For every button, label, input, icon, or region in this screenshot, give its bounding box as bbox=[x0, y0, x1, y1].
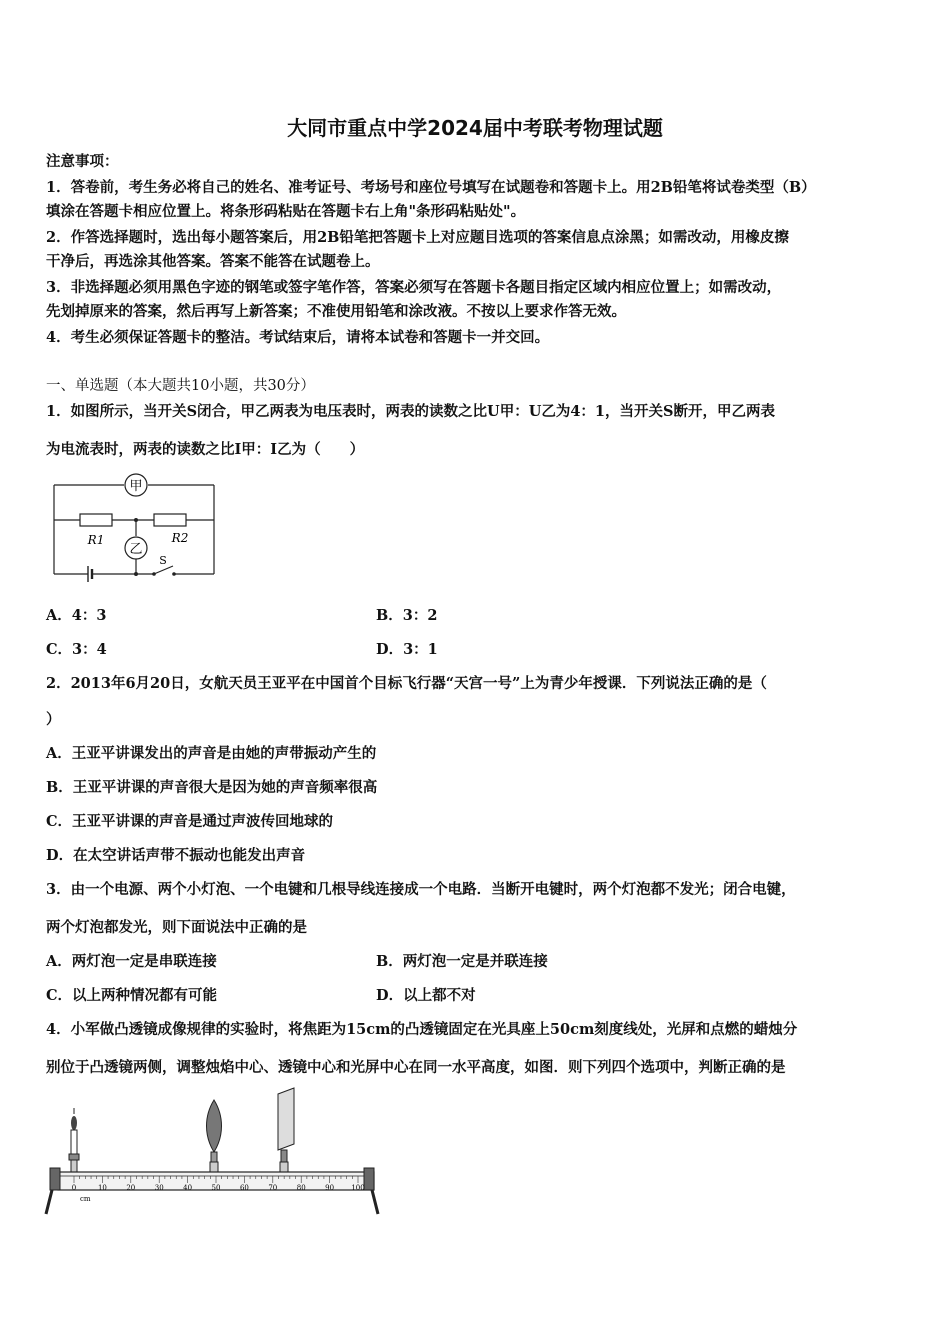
page-title: 大同市重点中学2024届中考联考物理试题 bbox=[287, 116, 663, 140]
option-d: D．3：1 bbox=[376, 641, 438, 658]
candle bbox=[69, 1108, 79, 1174]
ruler-tick-label: 70 bbox=[268, 1184, 278, 1192]
option-a: A．两灯泡一定是串联连接 bbox=[46, 953, 217, 970]
notice-line: 1．答卷前，考生务必将自己的姓名、准考证号、考场号和座位号填写在试题卷和答题卡上。用2B铅笔将试卷类型（B） bbox=[46, 179, 816, 196]
ruler-tick-label: 80 bbox=[296, 1184, 306, 1192]
option-b: B．3：2 bbox=[376, 607, 438, 624]
option-c: C．王亚平讲课的声音是通过声波传回地球的 bbox=[46, 813, 334, 830]
ruler-tick-label: 50 bbox=[211, 1184, 221, 1192]
option-c: C．以上两种情况都有可能 bbox=[46, 987, 218, 1004]
ruler-unit: cm bbox=[80, 1195, 91, 1203]
notice-line: 2．作答选择题时，选出每小题答案后，用2B铅笔把答题卡上对应题目选项的答案信息点涂黑；如需改动，用橡皮擦 bbox=[46, 229, 789, 246]
option-a: A．王亚平讲课发出的声音是由她的声带振动产生的 bbox=[46, 745, 377, 762]
r2-label: R2 bbox=[171, 531, 189, 545]
notice-heading: 注意事项： bbox=[46, 153, 119, 170]
optical-bench-diagram bbox=[44, 1086, 389, 1221]
notice-line: 填涂在答题卡相应位置上。将条形码粘贴在答题卡右上角"条形码粘贴处"。 bbox=[46, 203, 526, 220]
question-2-text: ） bbox=[46, 711, 61, 728]
question-3-text: 3．由一个电源、两个小灯泡、一个电键和几根导线连接成一个电路．当断开电键时，两个灯泡都不发光；闭合电键， bbox=[46, 881, 796, 898]
notice-line: 先划掉原来的答案，然后再写上新答案；不准使用铅笔和涂改液。不按以上要求作答无效。 bbox=[46, 303, 626, 320]
option-b: B．王亚平讲课的声音很大是因为她的声音频率很高 bbox=[46, 779, 378, 796]
meter-yi-label: 乙 bbox=[129, 542, 143, 557]
circuit-diagram bbox=[46, 470, 226, 585]
ruler-tick-label: 100 bbox=[351, 1184, 365, 1192]
ruler-tick-label: 40 bbox=[183, 1184, 193, 1192]
question-1-text: 1．如图所示，当开关S闭合，甲乙两表为电压表时，两表的读数之比U甲：U乙为4：1，当开关S断开，甲乙两表 bbox=[46, 403, 775, 420]
option-d: D．在太空讲话声带不振动也能发出声音 bbox=[46, 847, 306, 864]
question-4-text: 别位于凸透镜两侧，调整烛焰中心、透镜中心和光屏中心在同一水平高度，如图．则下列四个选项中，判断正确的是 bbox=[46, 1059, 786, 1076]
ruler-tick-label: 30 bbox=[154, 1184, 164, 1192]
notice-line: 干净后，再选涂其他答案。答案不能答在试题卷上。 bbox=[46, 253, 380, 270]
meter-jia-label: 甲 bbox=[129, 479, 143, 494]
ruler-tick-label: 90 bbox=[325, 1184, 335, 1192]
ruler-tick-label: 10 bbox=[97, 1184, 107, 1192]
question-4-text: 4．小军做凸透镜成像规律的实验时，将焦距为15cm的凸透镜固定在光具座上50cm刻度线处，光屏和点燃的蜡烛分 bbox=[46, 1021, 798, 1038]
question-1-text: 为电流表时，两表的读数之比I甲：I乙为（ ） bbox=[46, 441, 365, 458]
option-d: D．以上都不对 bbox=[376, 987, 476, 1004]
question-2-text: 2．2013年6月20日，女航天员王亚平在中国首个目标飞行器“天宫一号”上为青少年授课．下列说法正确的是（ bbox=[46, 675, 767, 692]
option-a: A．4：3 bbox=[46, 607, 107, 624]
option-b: B．两灯泡一定是并联连接 bbox=[376, 953, 548, 970]
convex-lens bbox=[207, 1100, 222, 1174]
notice-line: 4．考生必须保证答题卡的整洁。考试结束后，请将本试卷和答题卡一并交回。 bbox=[46, 329, 550, 346]
ruler-tick-label: 0 bbox=[71, 1184, 77, 1192]
section-heading: 一、单选题（本大题共10小题，共30分） bbox=[46, 378, 315, 394]
ruler-tick-label: 20 bbox=[126, 1184, 136, 1192]
light-screen bbox=[278, 1088, 294, 1174]
notice-line: 3．非选择题必须用黑色字迹的钢笔或签字笔作答，答案必须写在答题卡各题目指定区域内相应位置上；如需改动， bbox=[46, 279, 782, 296]
r1-label: R1 bbox=[87, 533, 105, 547]
ruler-tick-label: 60 bbox=[239, 1184, 249, 1192]
question-3-text: 两个灯泡都发光，则下面说法中正确的是 bbox=[46, 919, 307, 936]
option-c: C．3：4 bbox=[46, 641, 107, 658]
switch-label: S bbox=[159, 554, 167, 567]
